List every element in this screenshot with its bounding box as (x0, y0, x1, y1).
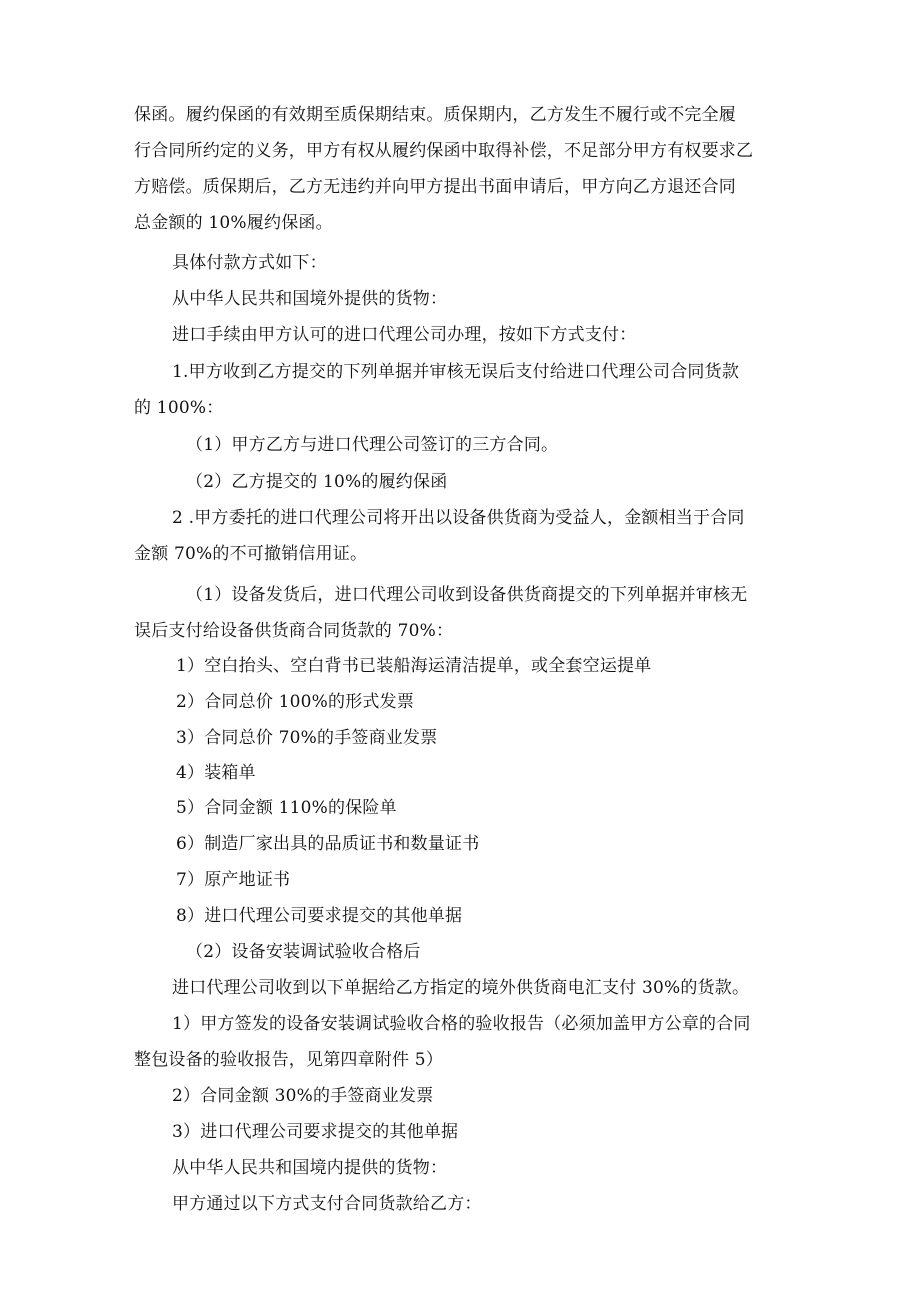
list-item: 2）合同金额 30%的手签商业发票 (172, 1086, 434, 1106)
paragraph-line: 保函。履约保函的有效期至质保期结束。质保期内，乙方发生不履行或不完全履 (134, 105, 736, 125)
paragraph-line: 整包设备的验收报告，见第四章附件 5） (134, 1050, 444, 1070)
paragraph-line: （1）设备发货后，进口代理公司收到设备供货商提交的下列单据并审核无 (186, 585, 748, 605)
list-item: 1）空白抬头、空白背书已装船海运清洁提单，或全套空运提单 (176, 656, 652, 676)
paragraph-line: 的 100%： (134, 398, 224, 418)
paragraph-line: （1）甲方乙方与进口代理公司签订的三方合同。 (186, 435, 559, 455)
list-item: 2）合同总价 100%的形式发票 (176, 692, 415, 712)
list-item: 1）甲方签发的设备安装调试验收合格的验收报告（必须加盖甲方公章的合同 (172, 1014, 751, 1034)
list-item: 5）合同金额 110%的保险单 (176, 798, 397, 818)
list-item: 3）合同总价 70%的手签商业发票 (176, 728, 438, 748)
paragraph-line: 具体付款方式如下： (172, 253, 327, 273)
paragraph-line: 金额 70%的不可撤销信用证。 (134, 544, 368, 564)
paragraph-line: 甲方通过以下方式支付合同货款给乙方： (172, 1194, 482, 1214)
paragraph-line: 方赔偿。质保期后，乙方无违约并向甲方提出书面申请后，甲方向乙方退还合同 (134, 177, 736, 197)
paragraph-line: （2）乙方提交的 10%的履约保函 (186, 472, 448, 492)
paragraph-line: 进口代理公司收到以下单据给乙方指定的境外供货商电汇支付 30%的货款。 (172, 978, 750, 998)
list-item: 8）进口代理公司要求提交的其他单据 (176, 906, 463, 926)
paragraph-line: 总金额的 10%履约保函。 (134, 213, 333, 233)
paragraph-line: 1.甲方收到乙方提交的下列单据并审核无误后支付给进口代理公司合同货款 (172, 362, 740, 382)
paragraph-line: 进口手续由甲方认可的进口代理公司办理，按如下方式支付： (172, 325, 637, 345)
paragraph-line: （2）设备安装调试验收合格后 (186, 942, 421, 962)
paragraph-line: 误后支付给设备供货商合同货款的 70%： (134, 621, 454, 641)
list-item: 6）制造厂家出具的品质证书和数量证书 (176, 834, 480, 854)
list-item: 4）装箱单 (176, 763, 256, 783)
paragraph-line: 2 .甲方委托的进口代理公司将开出以设备供货商为受益人，金额相当于合同 (172, 508, 745, 528)
list-item: 3）进口代理公司要求提交的其他单据 (172, 1122, 459, 1142)
paragraph-line: 从中华人民共和国境外提供的货物： (172, 289, 448, 309)
list-item: 7）原产地证书 (176, 870, 291, 890)
paragraph-line: 行合同所约定的义务，甲方有权从履约保函中取得补偿，不足部分甲方有权要求乙 (134, 141, 754, 161)
paragraph-line: 从中华人民共和国境内提供的货物： (172, 1158, 448, 1178)
